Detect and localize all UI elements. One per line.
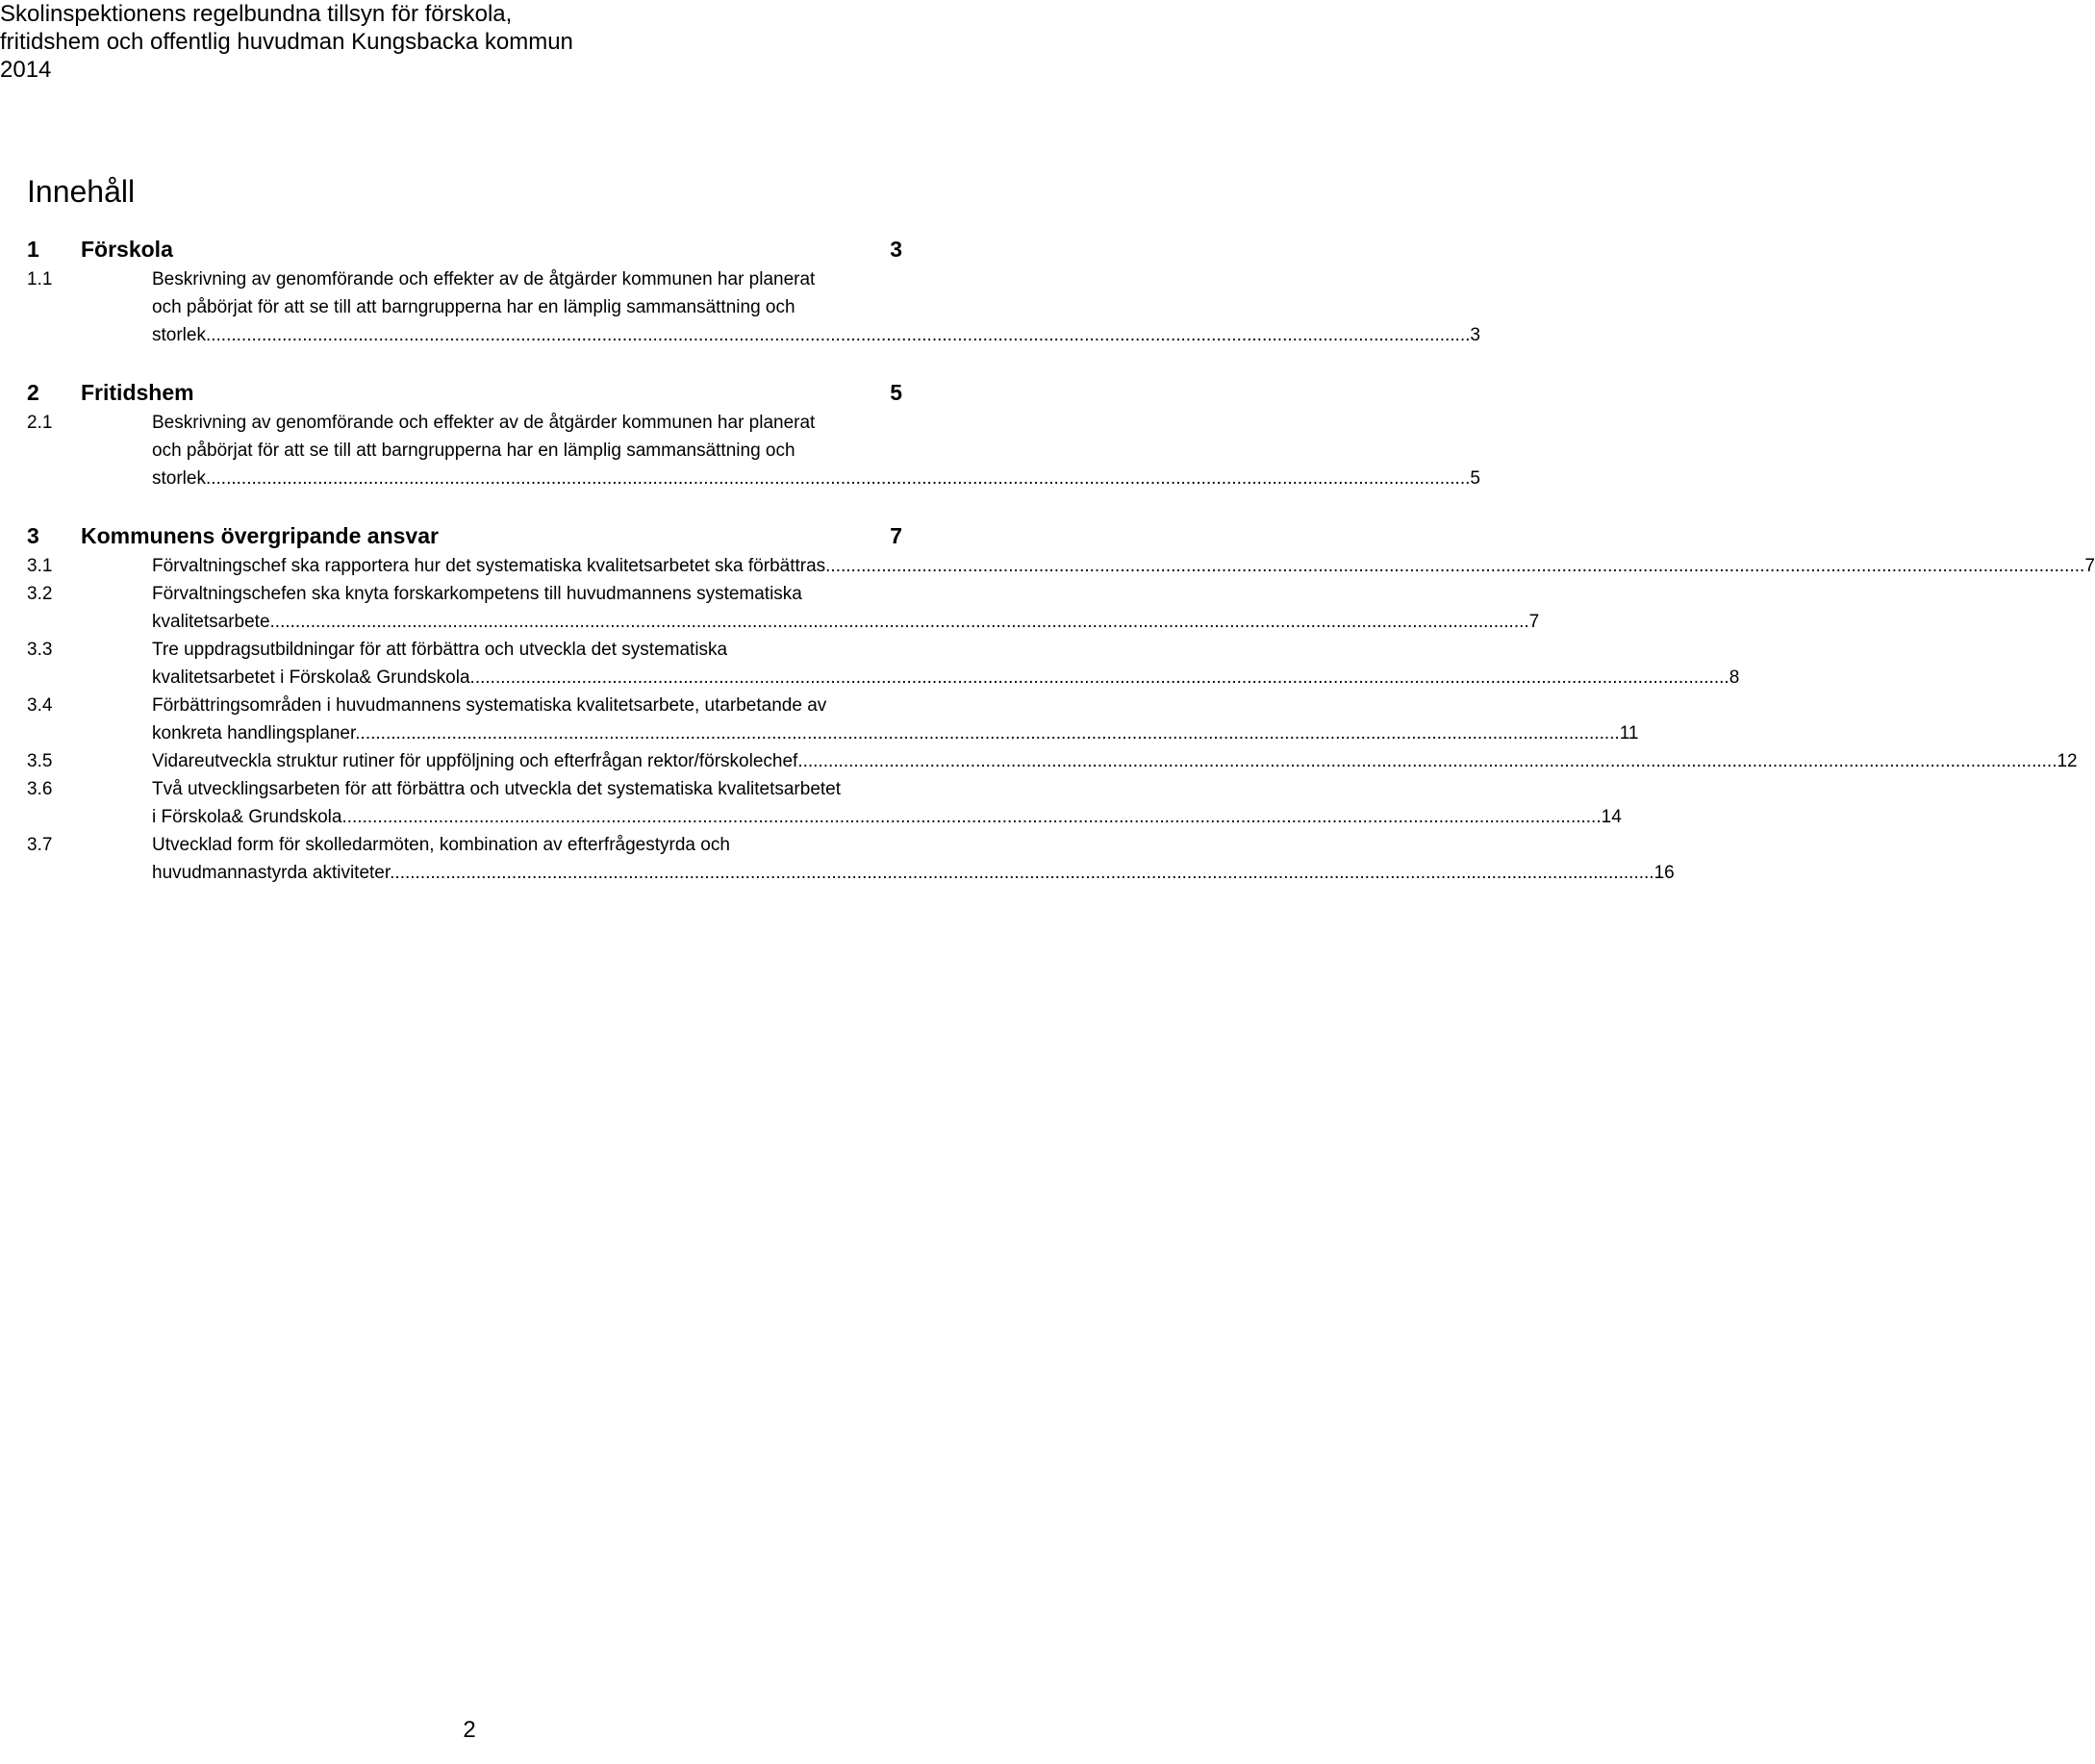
entry-number: 3.7 (27, 835, 53, 855)
dot-leader (361, 719, 1620, 747)
dot-leader (825, 552, 2084, 580)
entry-last-line: Förvaltningschef ska rapportera hur det systematiska kvalitetsarbetet ska förbättras (152, 556, 826, 576)
entry-number: 2.1 (27, 413, 53, 433)
entry-number: 3.6 (27, 779, 53, 799)
dot-leader (341, 803, 1601, 831)
entry-line: Beskrivning av genomförande och effekter av de åtgärder kommunen har planerat (152, 269, 816, 290)
entry-line: Förvaltningschefen ska knyta forskarkompetens till huvudmannens systematiska (152, 584, 802, 604)
entry-page: 3 (1470, 325, 1480, 345)
entry-last-line: kvalitetsarbetet i Förskola& Grundskola (152, 668, 470, 688)
document-header (0, 0, 895, 84)
page-number-value: 2 (463, 1717, 476, 1743)
dot-leader (211, 465, 1470, 492)
entry-page: 7 (1528, 612, 1540, 632)
toc-entry-2-1[interactable] (27, 409, 1480, 492)
toc-entry-3-7[interactable] (27, 831, 1675, 887)
entry-last-line: kvalitetsarbete (152, 612, 270, 632)
dot-leader (394, 859, 1653, 887)
entry-line: och påbörjat för att se till att barngrupperna har en lämplig sammansättning och (152, 297, 795, 317)
toc-entry-3-6[interactable] (27, 775, 1622, 831)
toc-entry-3-5[interactable] (27, 747, 2078, 775)
entry-last-line: storlek. (152, 468, 212, 489)
heading-page: 3 (890, 237, 902, 262)
entry-page: 11 (1619, 723, 1639, 743)
entry-last-line: i Förskola& Grundskola (152, 807, 342, 827)
toc-entry-3-2[interactable] (27, 580, 1540, 636)
header-line-2: fritidshem och offentlig huvudman Kungsbacka kommun (0, 29, 573, 55)
dot-leader (470, 664, 1729, 692)
heading-title: Förskola (81, 237, 173, 262)
entry-number: 3.4 (27, 695, 53, 716)
entry-last-line: storlek. (152, 325, 212, 345)
entry-last-line: huvudmannastyrda aktiviteter. (152, 863, 395, 883)
entry-number: 3.2 (27, 584, 53, 604)
entry-last-line: Vidareutveckla struktur rutiner för uppföljning och efterfrågan rektor/förskolechef (152, 751, 798, 771)
entry-line: Två utvecklingsarbeten för att förbättra och utveckla det systematiska kvalitetsarbetet (152, 779, 842, 799)
entry-number: 3.3 (27, 640, 53, 660)
entry-page: 16 (1653, 863, 1675, 883)
entry-line: Förbättringsområden i huvudmannens systematiska kvalitetsarbete, utarbetande av (152, 695, 827, 716)
entry-page: 8 (1729, 668, 1740, 688)
entry-page: 14 (1601, 807, 1622, 827)
entry-number: 3.5 (27, 751, 53, 771)
entry-line: Tre uppdragsutbildningar för att förbättra och utveckla det systematiska (152, 640, 728, 660)
toc-heading-2[interactable] (27, 377, 902, 409)
entry-line: Beskrivning av genomförande och effekter av de åtgärder kommunen har planerat (152, 413, 816, 433)
heading-page: 5 (890, 380, 902, 405)
header-line-3: 2014 (0, 57, 52, 83)
entry-number: 3.1 (27, 556, 53, 576)
heading-number: 3 (27, 523, 39, 548)
toc-entry-3-3[interactable] (27, 636, 1740, 692)
toc-heading-3[interactable] (27, 520, 902, 552)
table-of-contents (27, 234, 2095, 887)
page-number (0, 1716, 923, 1744)
heading-title: Fritidshem (81, 380, 194, 405)
heading-number: 2 (27, 380, 39, 405)
entry-page: 7 (2084, 556, 2095, 576)
entry-line: och påbörjat för att se till att barngrupperna har en lämplig sammansättning och (152, 441, 795, 461)
dot-leader (270, 608, 1529, 636)
entry-number: 1.1 (27, 269, 53, 290)
entry-page: 5 (1470, 468, 1480, 489)
entry-line: Utvecklad form för skolledarmöten, kombination av efterfrågestyrda och (152, 835, 730, 855)
toc-heading-1[interactable] (27, 234, 902, 265)
heading-number: 1 (27, 237, 39, 262)
toc-title: Innehåll (27, 174, 136, 209)
toc-entry-1-1[interactable] (27, 265, 1480, 349)
entry-page: 12 (2057, 751, 2078, 771)
dot-leader (797, 747, 2057, 775)
toc-entry-3-1[interactable] (27, 552, 2095, 580)
heading-title: Kommunens övergripande ansvar (81, 523, 439, 548)
heading-page: 7 (890, 523, 902, 548)
header-line-1: Skolinspektionens regelbundna tillsyn för förskola, (0, 1, 513, 27)
toc-entry-3-4[interactable] (27, 692, 1639, 747)
dot-leader (211, 321, 1470, 349)
entry-last-line: konkreta handlingsplaner. (152, 723, 361, 743)
